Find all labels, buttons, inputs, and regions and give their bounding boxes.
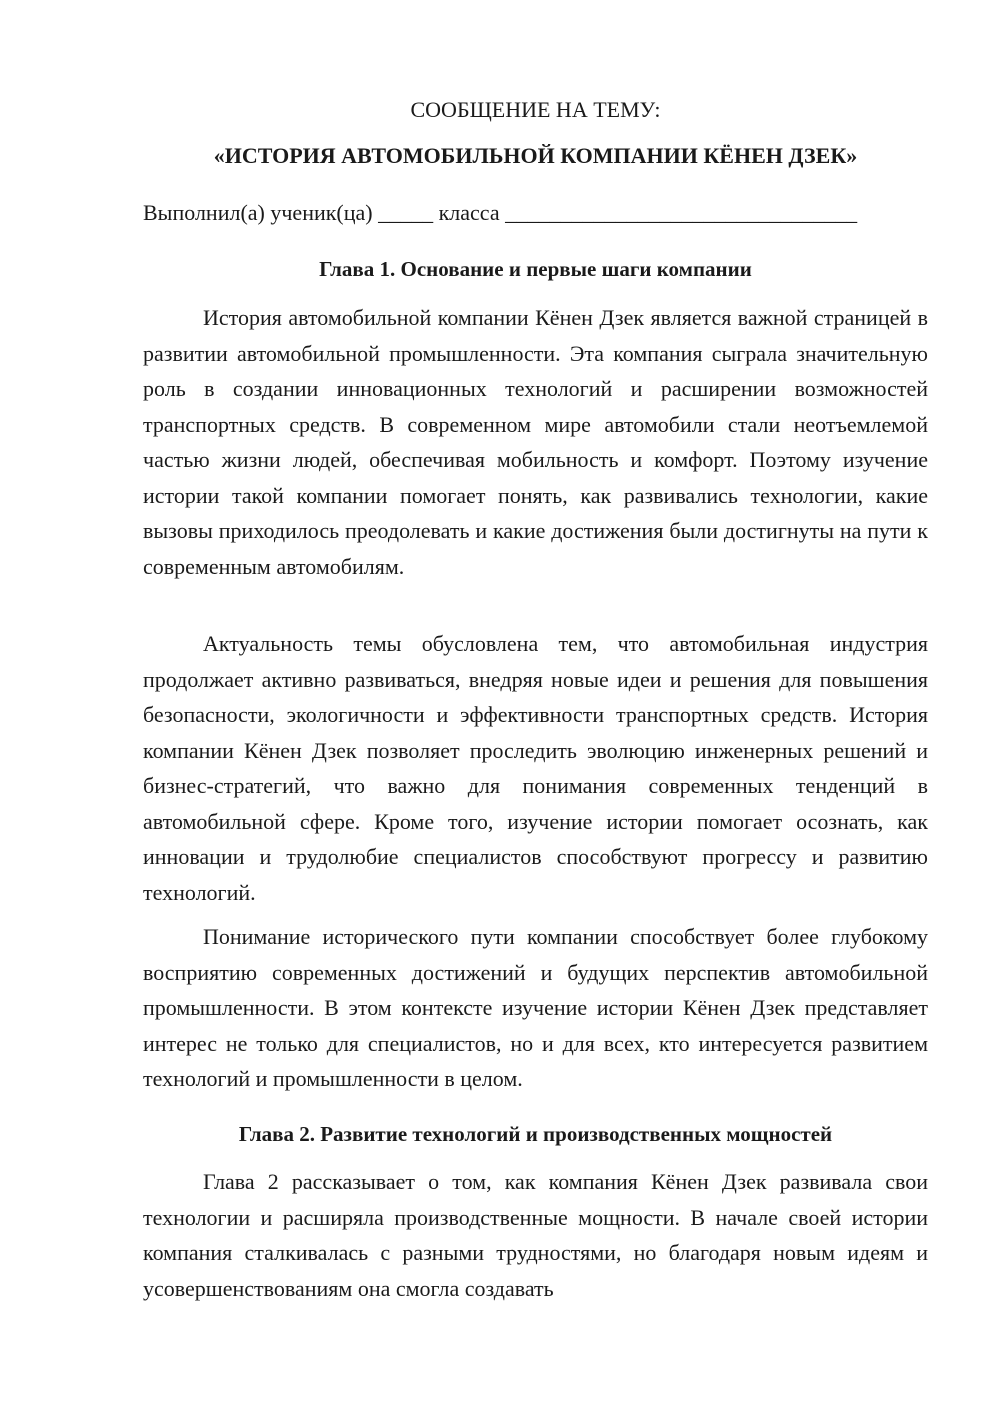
document-title-line1: СООБЩЕНИЕ НА ТЕМУ: xyxy=(410,97,661,122)
chapter-2-heading: Глава 2. Развитие технологий и производственных мощностей xyxy=(238,1122,833,1146)
chapter-1-paragraph-2: Актуальность темы обусловлена тем, что автомобильная индустрия продолжает активно развиваться, внедряя новые идеи и решения для повышения безопасности, экологичности и эффективности транспортных средств. История компании Кёнен Дзек позволяет проследить эволюцию инженерных решений и бизнес-стратегий, что важно для понимания современных тенденций в автомобильной сфере. Кроме того, изучение истории помогает осознать, как инновации и трудолюбие специалистов способствуют прогрессу и развитию технологий. xyxy=(143,631,928,905)
chapter-1-paragraph-3: Понимание исторического пути компании способствует более глубокому восприятию современных достижений и будущих перспектив автомобильной промышленности. В этом контексте изучение истории Кёнен Дзек представляет интерес не только для специалистов, но и для всех, кто интересуется развитием технологий и промышленности в целом. xyxy=(143,924,928,1091)
chapter-1-paragraph-1: История автомобильной компании Кёнен Дзек является важной страницей в развитии автомобильной промышленности. Эта компания сыграла значительную роль в создании инновационных технологий и расширении возможностей транспортных средств. В современном мире автомобили стали неотъемлемой частью жизни людей, обеспечивая мобильность и комфорт. Поэтому изучение истории такой компании помогает понять, как развивались технологии, какие вызовы приходилось преодолевать и какие достижения были достигнуты на пути к современным автомобилям. xyxy=(143,305,928,579)
document-title-line2: «ИСТОРИЯ АВТОМОБИЛЬНОЙ КОМПАНИИ КЁНЕН ДЗЕК» xyxy=(213,143,858,168)
chapter-1-heading: Глава 1. Основание и первые шаги компании xyxy=(319,257,752,281)
author-line: Выполнил(а) ученик(ца) _____ класса ________________________________ xyxy=(143,200,858,225)
chapter-2-paragraph-1: Глава 2 рассказывает о том, как компания Кёнен Дзек развивала свои технологии и расширяла производственные мощности. В начале своей истории компания сталкивалась с разными трудностями, но благодаря новым идеям и усовершенствованиям она смогла создавать xyxy=(143,1169,928,1301)
